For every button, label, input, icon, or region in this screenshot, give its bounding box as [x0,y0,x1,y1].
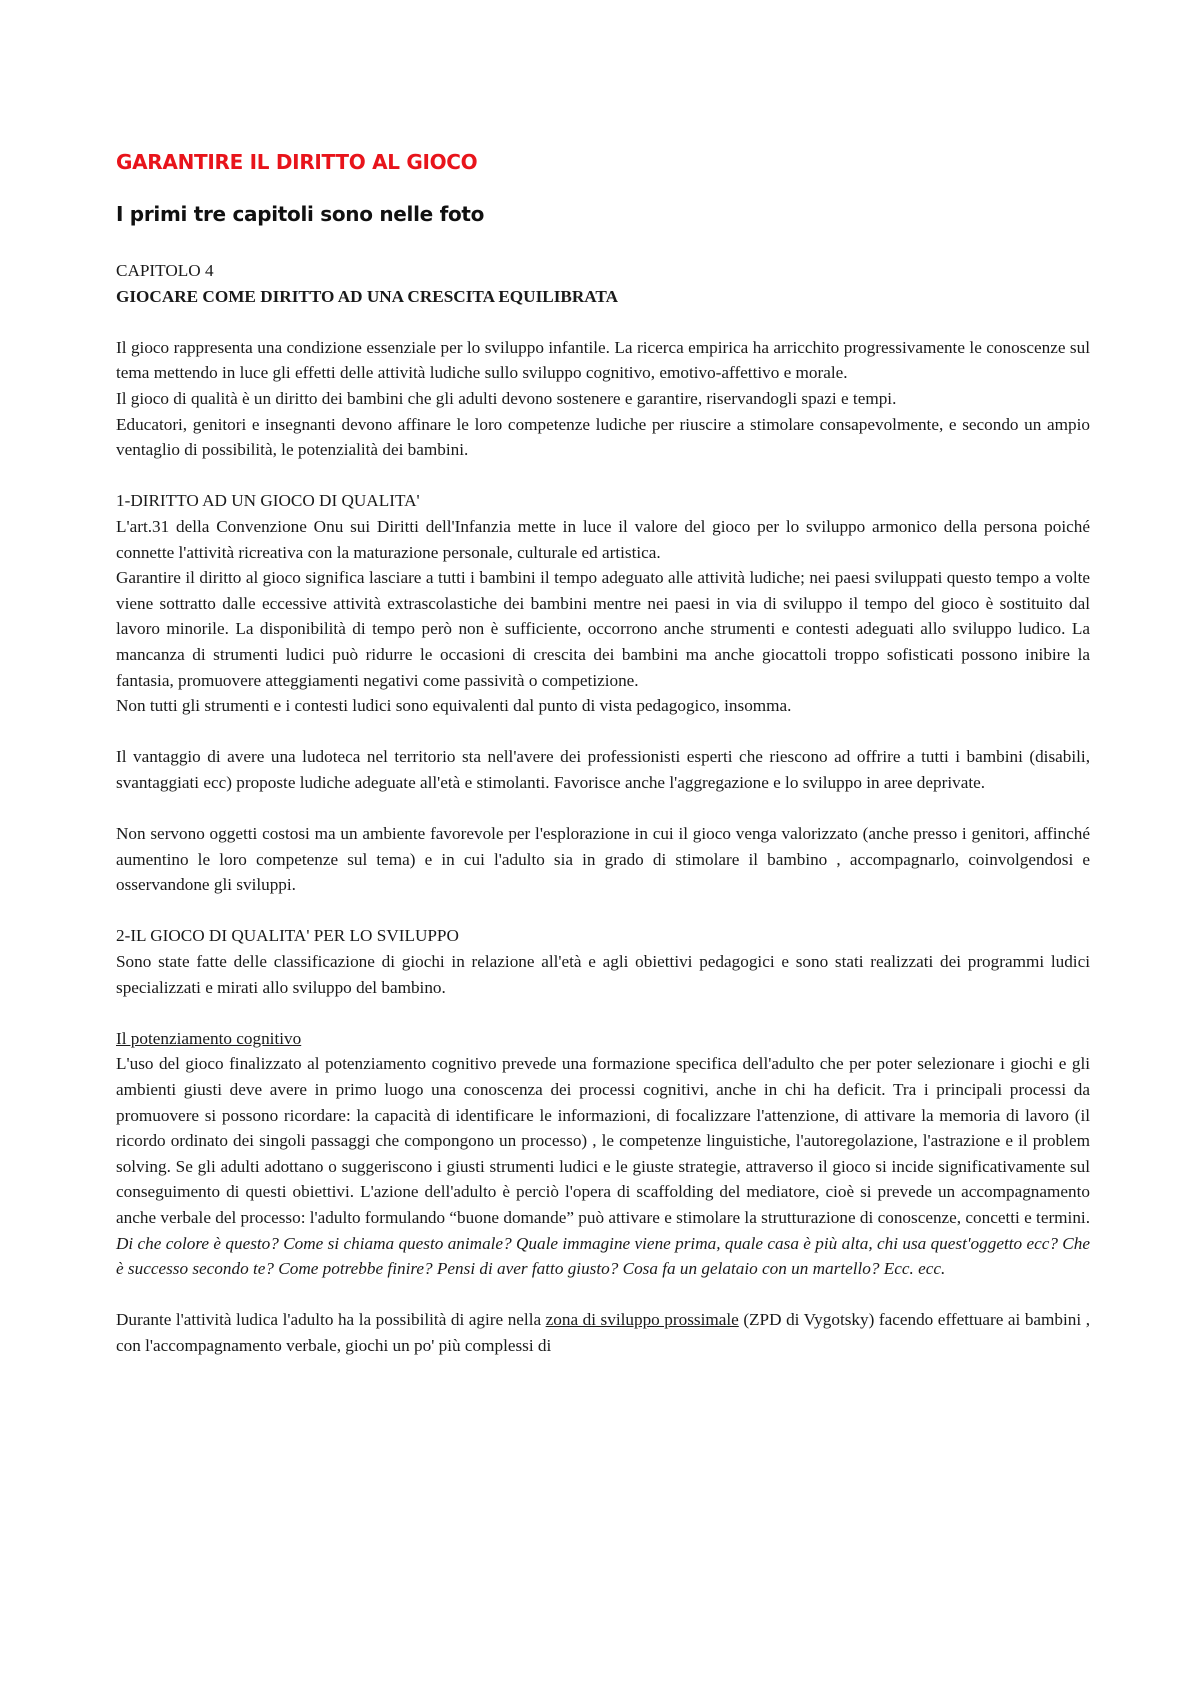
section-1-paragraph-3: Non tutti gli strumenti e i contesti ludici sono equivalenti dal punto di vista pedagogico, insomma. [116,696,792,716]
spacer [116,1282,1090,1308]
section-1-paragraph-2: Garantire il diritto al gioco significa lasciare a tutti i bambini il tempo adeguato alle attività ludiche; nei paesi sviluppati questo tempo a volte viene sottratto dalle eccessive attività extrascolastiche dei bambini mentre nei paesi in via di sviluppo il tempo del gioco è sostituito dal lavoro minorile. La disponibilità di tempo però non è sufficiente, occorrono anche strumenti e contesti adeguati allo sviluppo ludico. La mancanza di strumenti ludici può ridurre le occasioni di crescita dei bambini ma anche giocattoli troppo sofisticati possono inibire la fantasia, promuovere atteggiamenti negativi come passività o competizione. [116,568,1090,690]
spacer [116,795,1090,821]
chapter-label: CAPITOLO 4 [116,261,214,280]
intro-paragraph-3: Educatori, genitori e insegnanti devono affinare le loro competenze ludiche per riuscire a stimolare consapevolmente, e secondo un ampio ventaglio di possibilità, le potenzialità dei bambini. [116,414,1090,460]
ludoteca-paragraph: Il vantaggio di avere una ludoteca nel territorio sta nell'avere dei professionisti esperti che riescono ad offrire a tutti i bambini (disabili, svantaggiati ecc) proposte ludiche adeguate all'età e stimolanti. Favorisce anche l'aggregazione e lo sviluppo in aree deprivate. [116,747,1090,792]
section-2-paragraph: Sono state fatte delle classificazione di giochi in relazione all'età e agli obiettivi pedagogici e sono stati realizzati dei programmi ludici specializzati e mirati allo sviluppo del bambino. [116,952,1090,997]
document-title: GARANTIRE IL DIRITTO AL GIOCO [116,150,478,174]
section-1-heading: 1-DIRITTO AD UN GIOCO DI QUALITA' [116,491,420,511]
document-subtitle: I primi tre capitoli sono nelle foto [116,202,485,226]
section-1-paragraph-1: L'art.31 della Convenzione Onu sui Diritti dell'Infanzia mette in luce il valore del gioco per lo sviluppo armonico della persona poiché connette l'attività ricreativa con la maturazione personale, culturale ed artistica. [116,516,1090,562]
cognitive-paragraph [116,1051,1090,1281]
intro-paragraph-1: Il gioco rappresenta una condizione essenziale per lo sviluppo infantile. La ricerca empirica ha arricchito progressivamente le conoscenze sul tema mettendo in luce gli effetti delle attività ludiche sullo sviluppo cognitivo, emotivo-affettivo e morale. [116,337,1090,383]
spacer [116,898,1090,924]
cognitive-heading [116,1026,1090,1052]
chapter-title: GIOCARE COME DIRITTO AD UNA CRESCITA EQUILIBRATA [116,286,619,306]
cognitive-questions: Di che colore è questo? Come si chiama questo animale? Quale immagine viene prima, quale casa è più alta, chi usa quest'oggetto ecc? Che è successo secondo te? Come potrebbe finire? Pensi di aver fatto giusto? Cosa fa un gelataio con un martello? Ecc. ecc. [116,1233,1090,1279]
cognitive-text: L'uso del gioco finalizzato al potenziamento cognitivo prevede una formazione specifica dell'adulto che per poter selezionare i giochi e gli ambienti giusti deve avere in primo luogo una conoscenza dei processi cognitivi, anche in chi ha deficit. Tra i principali processi da promuovere si possono ricordare: la capacità di identificare le informazioni, di focalizzare l'attenzione, di attivare la memoria di lavoro (il ricordo ordinato dei singoli passaggi che compongono un processo) , le competenze linguistiche, l'autoregolazione, l'astrazione e il problem solving. Se gli adulti adottano o suggeriscono i giusti strumenti ludici e le giuste strategie, attraverso il gioco si incide significativamente sul conseguimento di questi obiettivi. L'azione dell'adulto è perciò l'opera di scaffolding del mediatore, cioè si prevede un accompagnamento anche verbale del processo: l'adulto formulando “buone domande” può attivare e stimolare la strutturazione di conoscenze, concetti e termini. [116,1054,1090,1227]
spacer [116,1000,1090,1026]
zpd-paragraph [116,1307,1090,1358]
ambiente-paragraph: Non servono oggetti costosi ma un ambiente favorevole per l'esplorazione in cui il gioco venga valorizzato (anche presso i genitori, affinché aumentino le loro competenze sul tema) e in cui l'adulto sia in grado di stimolare il bambino , accompagnarlo, coinvolgendosi e osservandone gli sviluppi. [116,824,1090,895]
cognitive-heading-text: Il potenziamento cognitivo [116,1028,302,1048]
zpd-term: zona di sviluppo prossimale [545,1310,739,1330]
document-page [116,140,1090,1359]
spacer [116,309,1090,335]
spacer [116,463,1090,489]
section-2-heading: 2-IL GIOCO DI QUALITA' PER LO SVILUPPO [116,926,459,946]
zpd-text-before: Durante l'attività ludica l'adulto ha la possibilità di agire nella [116,1310,542,1330]
zpd-text-after: (ZPD di Vygotsky) facendo effettuare ai bambini , con l'accompagnamento verbale, giochi un po' più complessi di [116,1310,1090,1355]
spacer [116,719,1090,745]
intro-paragraph-2: Il gioco di qualità è un diritto dei bambini che gli adulti devono sostenere e garantire, riservandogli spazi e tempi. [116,388,897,408]
